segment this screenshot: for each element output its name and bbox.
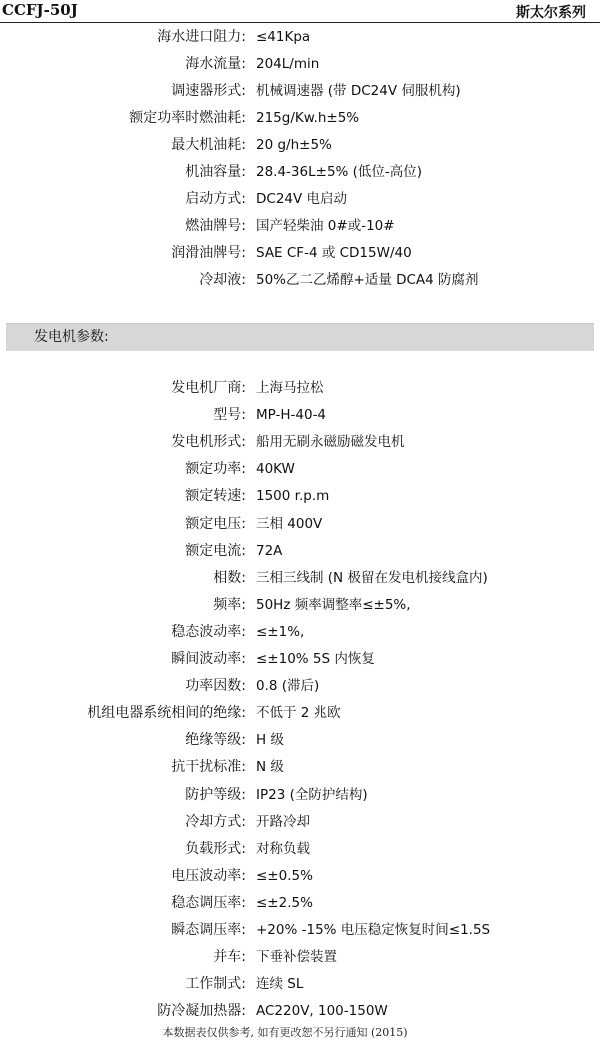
spec-row xyxy=(0,619,600,646)
spec-row xyxy=(0,538,600,565)
spec-value: AC220V, 100-150W xyxy=(256,1003,388,1020)
spec-row xyxy=(0,78,600,105)
spec-row xyxy=(0,105,600,132)
spec-row xyxy=(0,727,600,754)
spec-row xyxy=(0,809,600,836)
spec-value: DC24V 电启动 xyxy=(256,191,348,207)
spec-label: 稳态调压率: xyxy=(171,894,246,911)
spec-row xyxy=(0,456,600,483)
spec-value: 机械调速器 (带 DC24V 伺服机构) xyxy=(256,83,461,99)
spec-label: 启动方式: xyxy=(185,191,246,207)
footer-note xyxy=(0,1024,600,1040)
spec-row xyxy=(0,646,600,673)
spec-label: 相数: xyxy=(213,569,246,586)
spec-row xyxy=(0,890,600,917)
spec-row xyxy=(0,673,600,700)
spec-row xyxy=(0,836,600,863)
page-header xyxy=(0,0,600,23)
spec-value: 三相 400V xyxy=(256,515,323,532)
spec-label: 冷却方式: xyxy=(185,813,246,830)
spec-value: 连续 SL xyxy=(256,976,304,993)
spec-label: 并车: xyxy=(213,949,246,966)
spec-label: 防冷凝加热器: xyxy=(157,1003,246,1020)
spec-row xyxy=(0,971,600,998)
spec-row xyxy=(0,863,600,890)
spec-value: 1500 r.p.m xyxy=(256,488,330,505)
spec-value: ≤41Kpa xyxy=(256,29,311,45)
spec-row xyxy=(0,592,600,619)
spec-label: 绝缘等级: xyxy=(185,732,246,749)
spec-value: ≤±10% 5S 内恢复 xyxy=(256,651,375,667)
spec-row xyxy=(0,51,600,78)
spec-row xyxy=(0,375,600,402)
spec-label: 调速器形式: xyxy=(171,83,246,99)
spec-row xyxy=(0,429,600,456)
spec-value: 上海马拉松 xyxy=(256,380,324,396)
spec-label: 海水流量: xyxy=(185,56,246,72)
spec-row xyxy=(0,944,600,971)
spec-label: 海水进口阻力: xyxy=(157,29,246,45)
spec-label: 负载形式: xyxy=(185,840,246,857)
section-title: 发电机参数: xyxy=(34,329,109,345)
spec-row xyxy=(0,213,600,240)
spec-label: 燃油牌号: xyxy=(185,218,246,234)
spec-row xyxy=(0,186,600,213)
spec-label: 功率因数: xyxy=(185,678,246,695)
spec-value: 204L/min xyxy=(256,56,320,72)
spec-label: 润滑油牌号: xyxy=(171,245,246,261)
section-band xyxy=(6,323,594,351)
spec-label: 频率: xyxy=(213,596,246,613)
spec-label: 稳态波动率: xyxy=(171,623,246,640)
spec-value: MP-H-40-4 xyxy=(256,407,327,424)
spec-value: 215g/Kw.h±5% xyxy=(256,110,360,126)
spec-value: IP23 (全防护结构) xyxy=(256,786,368,803)
spec-value: H 级 xyxy=(256,732,284,749)
spec-label: 机油容量: xyxy=(185,164,246,180)
model-number: CCFJ-50J xyxy=(2,1,78,19)
spec-label: 额定功率时燃油耗: xyxy=(129,110,246,126)
spec-label: 型号: xyxy=(213,407,246,424)
spec-label: 瞬态调压率: xyxy=(171,922,246,938)
spec-label: 发电机厂商: xyxy=(171,380,246,396)
spec-value: 对称负载 xyxy=(256,840,310,857)
series-name: 斯太尔系列 xyxy=(516,5,586,21)
spec-label: 冷却液: xyxy=(199,272,246,288)
spec-label: 机组电器系统相间的绝缘: xyxy=(87,705,246,722)
spec-row xyxy=(0,402,600,429)
spec-value: SAE CF-4 或 CD15W/40 xyxy=(256,245,412,261)
spec-value: 船用无刷永磁励磁发电机 xyxy=(256,434,405,451)
spec-row xyxy=(0,754,600,781)
spec-value: 开路冷却 xyxy=(256,813,310,830)
spec-row xyxy=(0,132,600,159)
spec-label: 抗干扰标准: xyxy=(171,759,246,776)
spec-value: N 级 xyxy=(256,759,284,776)
footer-text: 本数据表仅供参考, 如有更改恕不另行通知 (2015) xyxy=(162,1026,408,1039)
spec-row xyxy=(0,700,600,727)
spec-value: 0.8 (滞后) xyxy=(256,678,320,695)
spec-label: 最大机油耗: xyxy=(171,137,246,153)
spec-label: 额定功率: xyxy=(185,461,246,478)
spec-row xyxy=(0,267,600,294)
spec-value: 72A xyxy=(256,542,283,559)
spec-value: 不低于 2 兆欧 xyxy=(256,705,341,722)
spec-row xyxy=(0,159,600,186)
spec-row xyxy=(0,782,600,809)
spec-label: 工作制式: xyxy=(185,976,246,993)
spec-value: ≤±2.5% xyxy=(256,894,313,911)
spec-value: 28.4-36L±5% (低位-高位) xyxy=(256,164,423,180)
spec-row xyxy=(0,240,600,267)
spec-value: 下垂补偿装置 xyxy=(256,949,337,966)
spec-label: 电压波动率: xyxy=(171,867,246,884)
spec-value: 三相三线制 (N 极留在发电机接线盒内) xyxy=(256,569,488,586)
spec-row xyxy=(0,511,600,538)
spec-value: +20% -15% 电压稳定恢复时间≤1.5S xyxy=(256,922,491,938)
spec-row xyxy=(0,998,600,1025)
spec-value: 40KW xyxy=(256,461,295,478)
spec-label: 瞬间波动率: xyxy=(171,651,246,667)
spec-label: 额定电压: xyxy=(185,515,246,532)
spec-value: 国产轻柴油 0#或-10# xyxy=(256,218,395,234)
spec-value: 20 g/h±5% xyxy=(256,137,332,153)
spec-value: ≤±1%, xyxy=(256,623,305,640)
spec-label: 额定电流: xyxy=(185,542,246,559)
spec-value: 50Hz 频率调整率≤±5%, xyxy=(256,596,411,613)
spec-row xyxy=(0,565,600,592)
spec-value: ≤±0.5% xyxy=(256,867,313,884)
spec-label: 额定转速: xyxy=(185,488,246,505)
spec-label: 发电机形式: xyxy=(171,434,246,451)
spec-row xyxy=(0,483,600,510)
spec-row xyxy=(0,24,600,51)
spec-value: 50%乙二乙烯醇+适量 DCA4 防腐剂 xyxy=(256,272,479,288)
spec-label: 防护等级: xyxy=(185,786,246,803)
spec-row xyxy=(0,917,600,944)
